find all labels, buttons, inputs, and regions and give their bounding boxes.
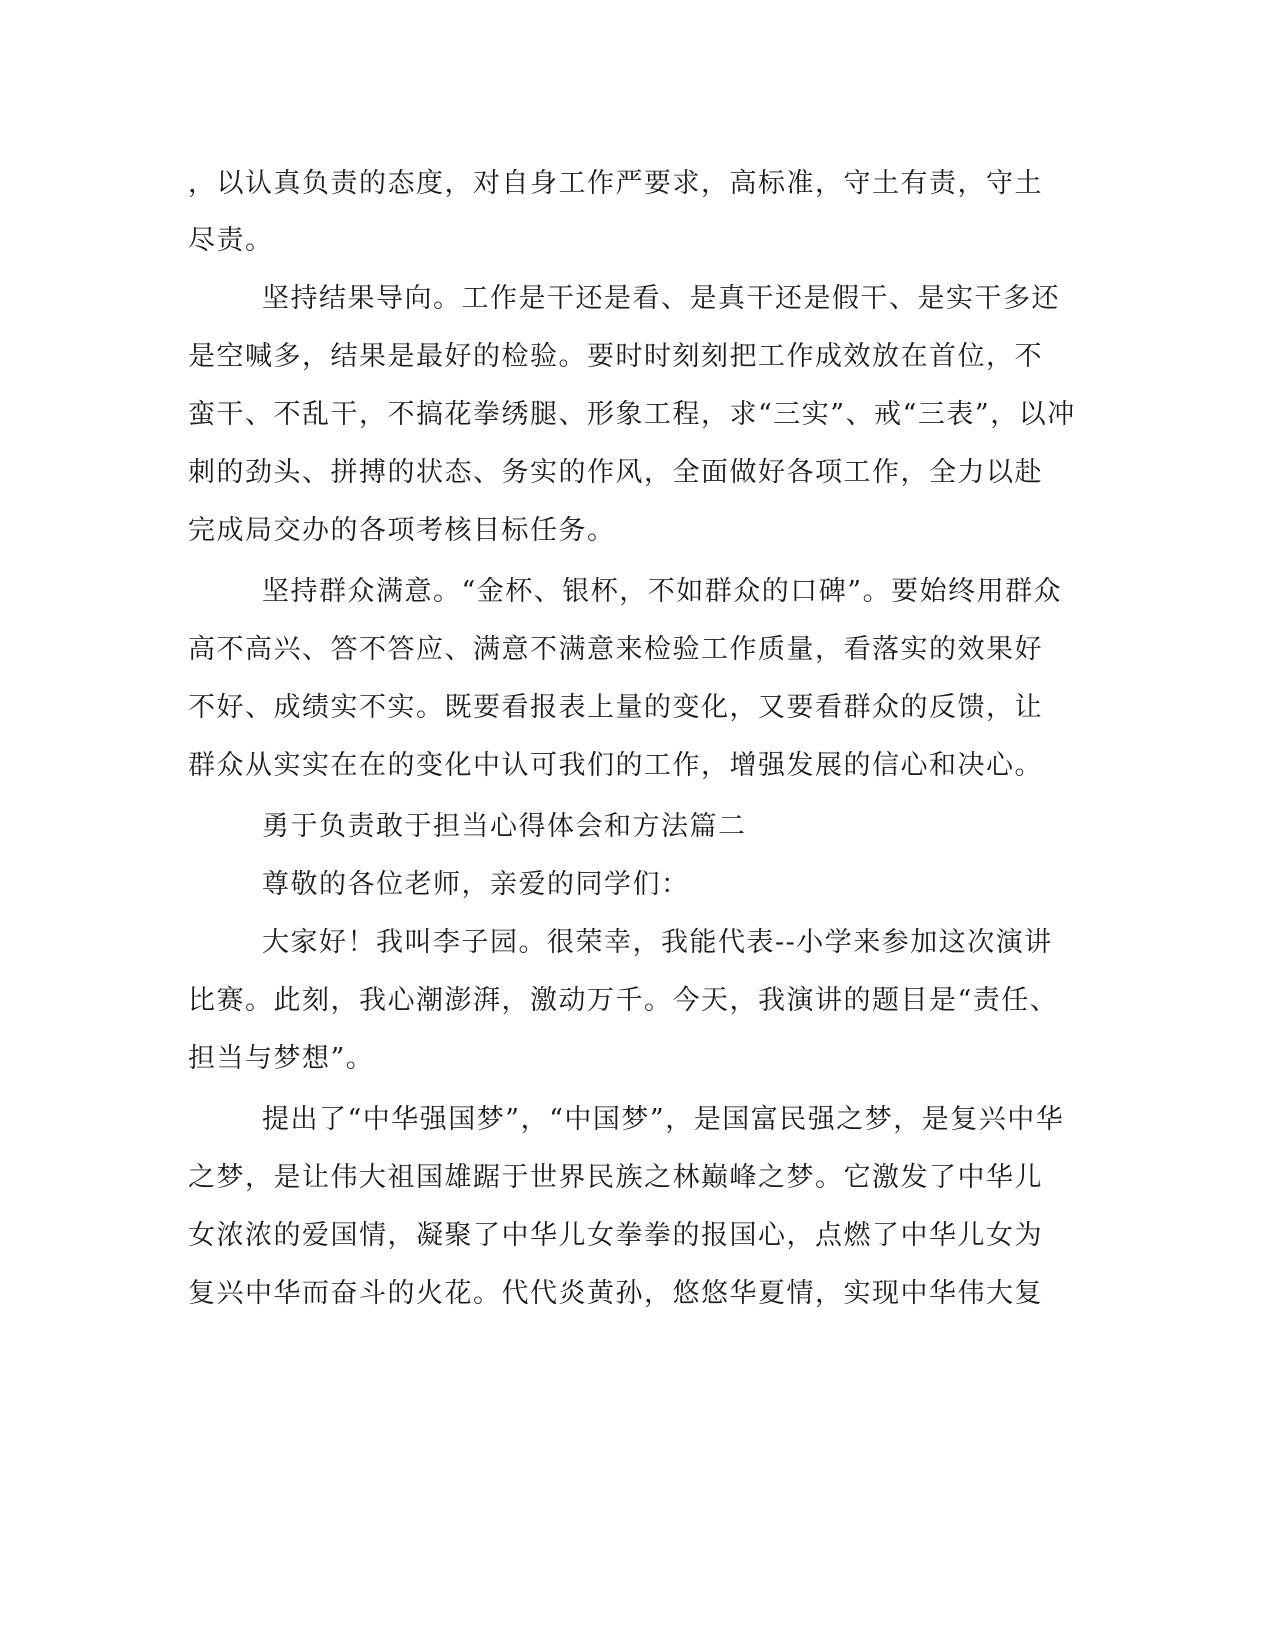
text-line: 是空喊多，结果是最好的检验。要时时刻刻把工作成效放在首位，不 [188, 341, 1043, 372]
paragraph-start-line: 提出了“中华强国梦”，“中国梦”，是国富民强之梦，是复兴中华 [262, 1104, 1065, 1135]
text-line: 蛮干、不乱干，不搞花拳绣腿、形象工程，求“三实”、戒“三表”，以冲 [188, 399, 1076, 430]
text-line: 刺的劲头、拼搏的状态、务实的作风，全面做好各项工作，全力以赴 [188, 457, 1043, 488]
text-line: ，以认真负责的态度，对自身工作严要求，高标准，守土有责，守土 [188, 168, 1043, 199]
text-line: 复兴中华而奋斗的火花。代代炎黄孙，悠悠华夏情，实现中华伟大复 [188, 1278, 1043, 1309]
text-line: 群众从实实在在的变化中认可我们的工作，增强发展的信心和决心。 [188, 750, 1043, 781]
section-heading: 勇于负责敢于担当心得体会和方法篇二 [262, 811, 747, 842]
text-line: 尽责。 [188, 225, 274, 256]
text-line: 担当与梦想”。 [188, 1043, 375, 1074]
paragraph-start-line: 大家好！我叫李子园。很荣幸，我能代表--小学来参加这次演讲 [262, 927, 1053, 958]
salutation-line: 尊敬的各位老师，亲爱的同学们： [262, 869, 690, 900]
text-line: 高不高兴、答不答应、满意不满意来检验工作质量，看落实的效果好 [188, 634, 1043, 665]
paragraph-start-line: 坚持群众满意。“金杯、银杯，不如群众的口碑”。要始终用群众 [262, 576, 1063, 607]
text-line: 之梦，是让伟大祖国雄踞于世界民族之林巅峰之梦。它激发了中华儿 [188, 1162, 1043, 1193]
text-line: 比赛。此刻，我心潮澎湃，激动万千。今天，我演讲的题目是“责任、 [188, 985, 1059, 1016]
text-line: 女浓浓的爱国情，凝聚了中华儿女拳拳的报国心，点燃了中华儿女为 [188, 1220, 1043, 1251]
text-line: 完成局交办的各项考核目标任务。 [188, 515, 616, 546]
paragraph-start-line: 坚持结果导向。工作是干还是看、是真干还是假干、是实干多还 [262, 283, 1060, 314]
text-line: 不好、成绩实不实。既要看报表上量的变化，又要看群众的反馈，让 [188, 692, 1043, 723]
